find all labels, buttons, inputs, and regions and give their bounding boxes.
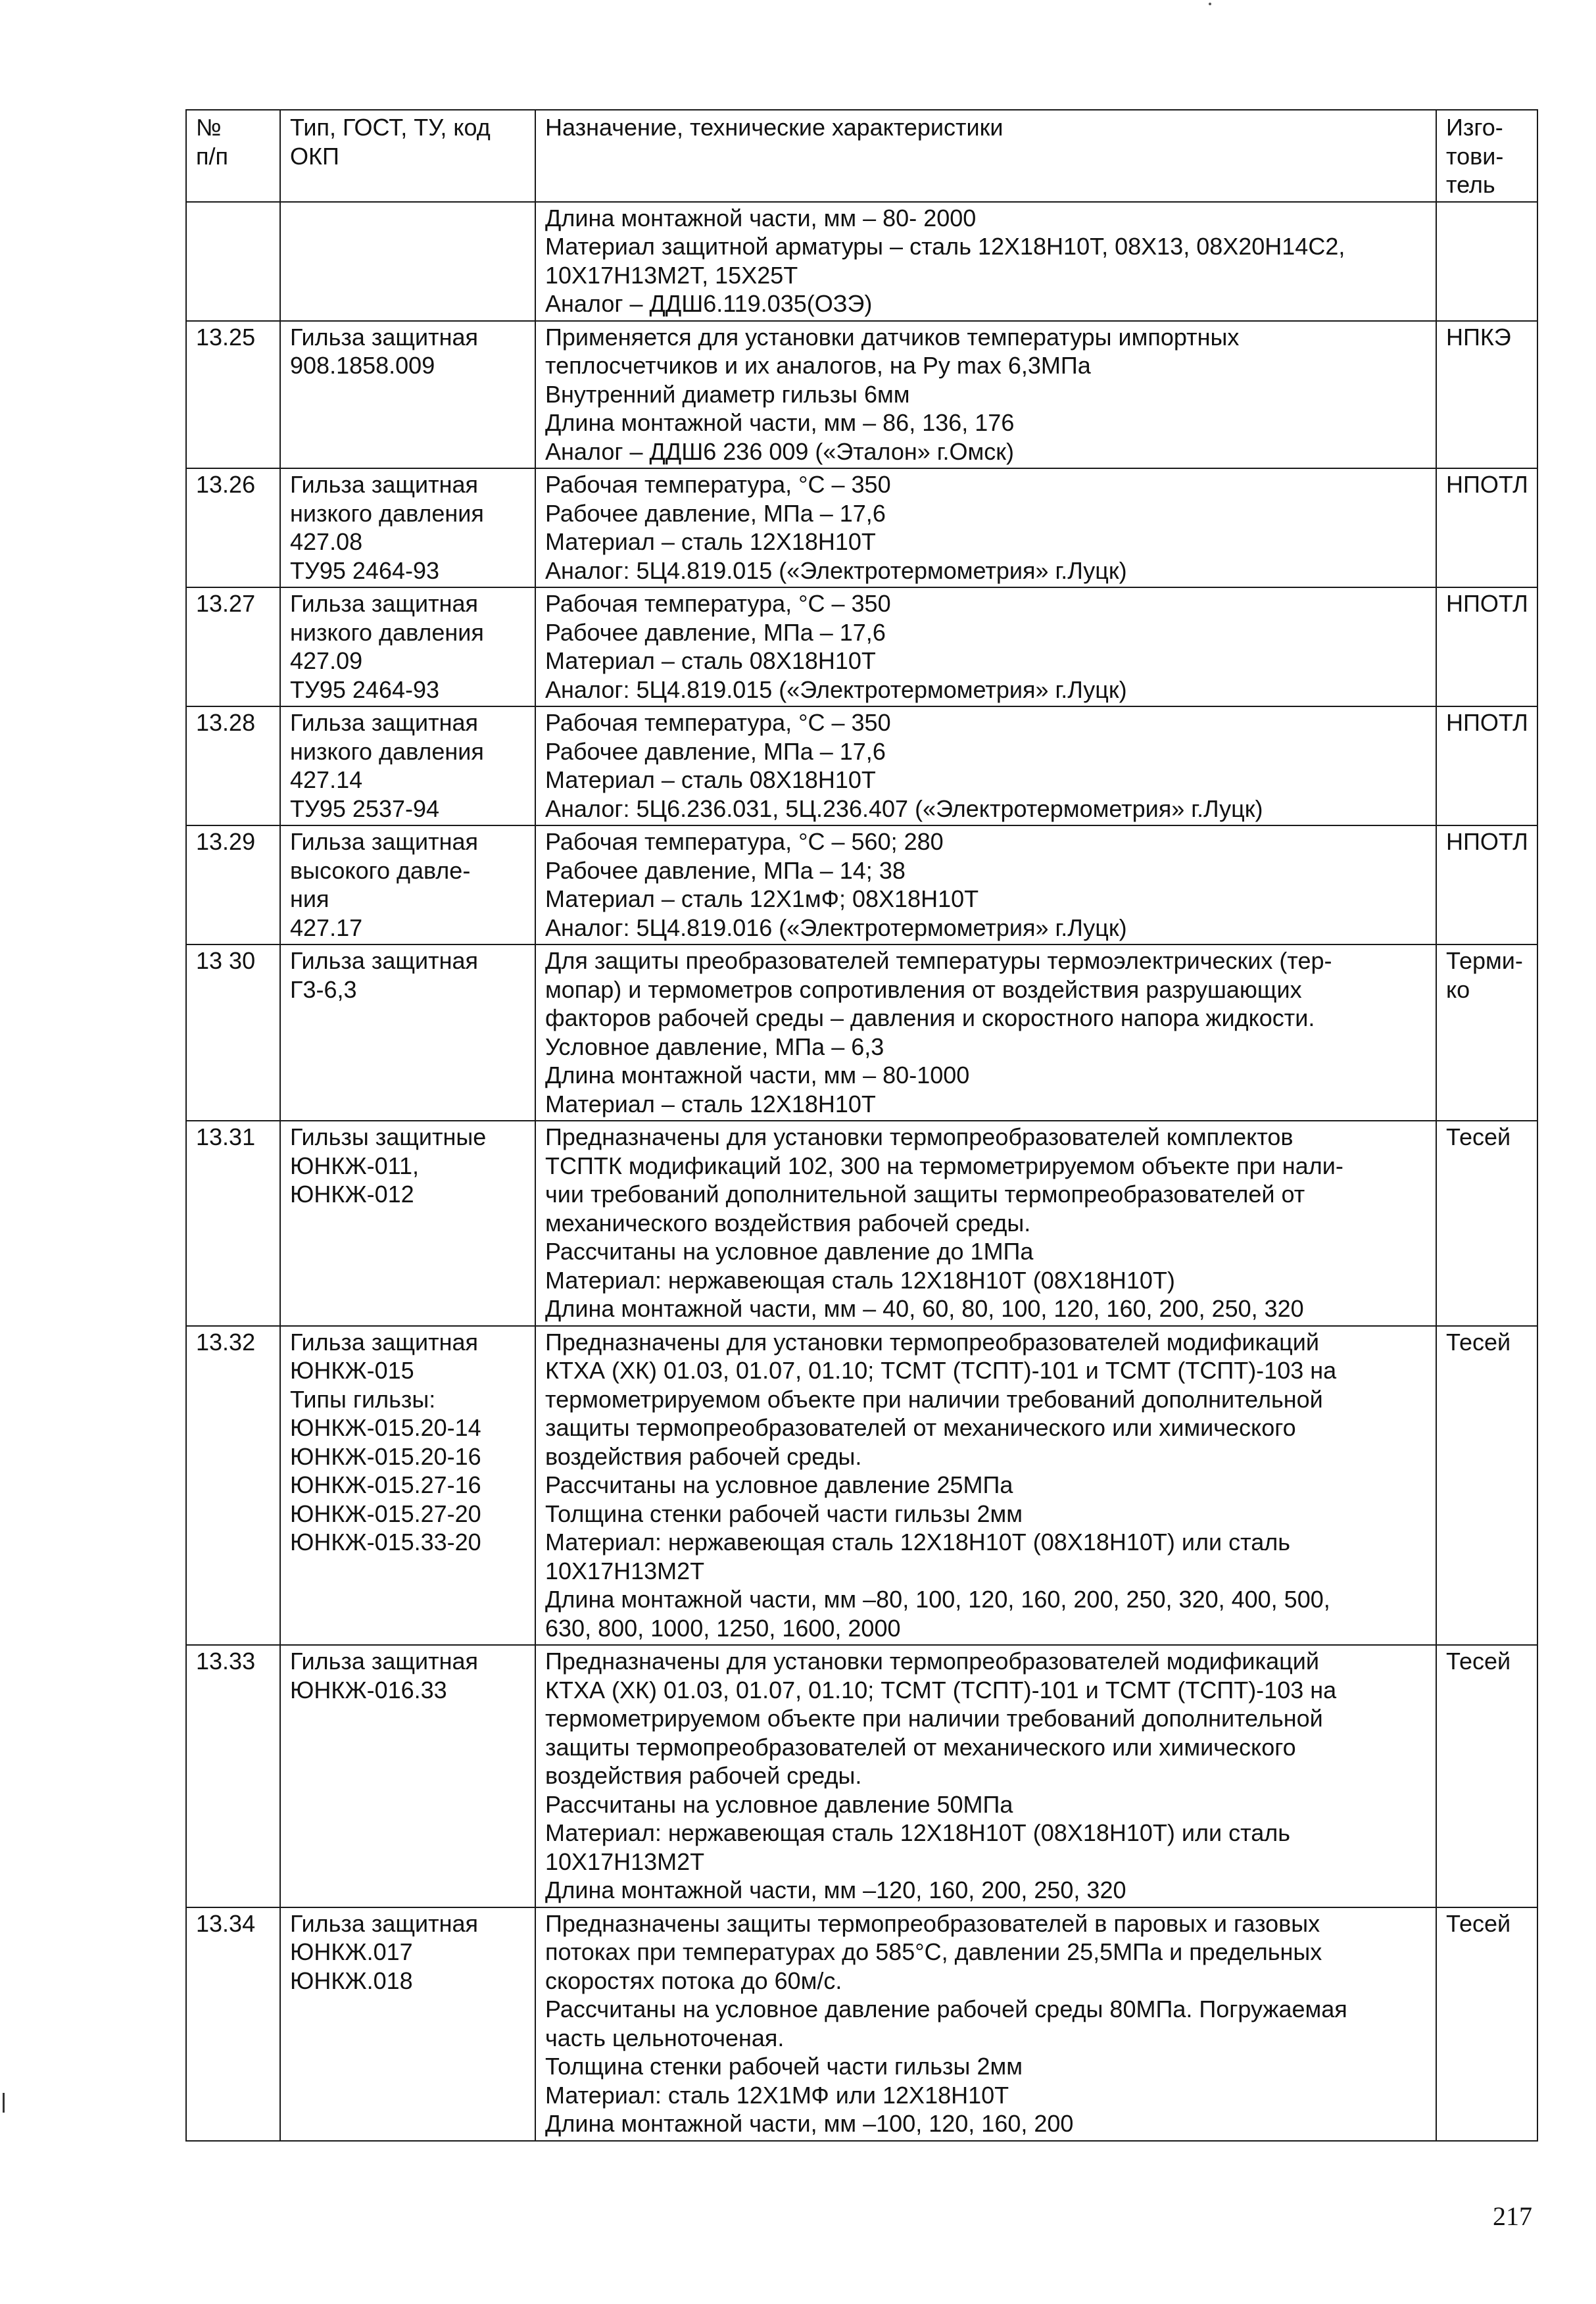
description-line: факторов рабочей среды – давления и скоростного напора жидкости. [545, 1004, 1315, 1031]
description-line: Рабочее давление, МПа – 17,6 [545, 737, 886, 765]
specification-table [185, 109, 1538, 2142]
page-number: 217 [1493, 2201, 1532, 2231]
type-line: ЮНКЖ-015 [290, 1357, 414, 1384]
description-line: Рабочее давление, МПа – 14; 38 [545, 856, 906, 884]
type-line: ЮНКЖ-015.27-20 [290, 1500, 481, 1527]
continuation-maker-cell [1436, 202, 1537, 321]
type-line: Гильзы защитные [290, 1123, 487, 1150]
type-line: Гильза защитная [290, 1909, 479, 1937]
description-line: теплосчетчиков и их аналогов, на Pу max 6,3МПа [545, 352, 1091, 379]
description-line: Рабочая температура, °С – 350 [545, 590, 891, 617]
type-line: ЮНКЖ-012 [290, 1181, 414, 1208]
type-line: ТУ95 2464-93 [290, 556, 440, 584]
description-line: Рассчитаны на условное давление до 1МПа [545, 1238, 1034, 1265]
row-manufacturer: Тесей [1436, 1907, 1537, 2141]
scan-speck [1209, 3, 1211, 5]
type-line: 427.08 [290, 528, 363, 555]
type-line: Гильза защитная [290, 1648, 479, 1675]
table-row [186, 706, 1537, 825]
type-line: ЮНКЖ.017 [290, 1938, 413, 1965]
description-line: Материал – сталь 08Х18Н10Т [545, 766, 876, 793]
row-number: 13.32 [186, 1326, 280, 1646]
table-row [186, 1121, 1537, 1326]
type-line: 427.14 [290, 766, 363, 793]
table-header-row [186, 110, 1537, 202]
table-row [186, 825, 1537, 944]
description-line: термометрируемом объекте при наличии требований дополнительной [545, 1385, 1323, 1413]
type-line: Гильза защитная [290, 1328, 479, 1356]
row-manufacturer: НПОТЛ [1436, 825, 1537, 944]
description-line: КТХА (ХК) 01.03, 01.07, 01.10; ТСМТ (ТСПТ)-101 и ТСМТ (ТСПТ)-103 на [545, 1357, 1337, 1384]
description-line: Рассчитаны на условное давление 25МПа [545, 1471, 1013, 1498]
description-line: защиты термопреобразователей от механического или химического [545, 1733, 1296, 1761]
description-line: Рассчитаны на условное давление рабочей среды 80МПа. Погружаемая [545, 1996, 1347, 2022]
table-row [186, 1326, 1537, 1646]
type-line: низкого давления [290, 499, 484, 527]
description-line: Предназначены для установки термопреобразователей комплектов [545, 1123, 1294, 1150]
type-line: 427.09 [290, 647, 363, 674]
continuation-line: Материал защитной арматуры – сталь 12Х18Н10Т, 08Х13, 08Х20Н14С2, [545, 233, 1345, 260]
type-line: ЮНКЖ-016.33 [290, 1676, 447, 1703]
row-number: 13.26 [186, 468, 280, 587]
type-line: ЮНКЖ-011, [290, 1152, 419, 1179]
continuation-num-cell [186, 202, 280, 321]
header-type: Тип, ГОСТ, ТУ, код ОКП [280, 110, 535, 202]
type-line: Гильза защитная [290, 947, 479, 974]
type-line: ЮНКЖ-015.20-16 [290, 1442, 481, 1470]
table-row [186, 321, 1537, 469]
description-line: часть цельноточеная. [545, 2024, 785, 2051]
type-line: Гильза защитная [290, 590, 479, 617]
description-line: Материал: нержавеющая сталь 12Х18Н10Т (08Х18Н10Т) [545, 1266, 1175, 1294]
row-description [535, 1121, 1436, 1326]
row-description [535, 321, 1436, 469]
description-line: Рабочее давление, МПа – 17,6 [545, 618, 886, 646]
description-line: Внутренний диаметр гильзы 6мм [545, 380, 910, 408]
description-line: Материал – сталь 12Х1мФ; 08Х18Н10Т [545, 885, 979, 912]
table-row [186, 1645, 1537, 1907]
row-type [280, 587, 535, 706]
description-line: Материал – сталь 08Х18Н10Т [545, 647, 876, 674]
row-description [535, 1326, 1436, 1646]
row-description [535, 468, 1436, 587]
row-description [535, 1645, 1436, 1907]
description-line: чии требований дополнительной защиты термопреобразователей от [545, 1181, 1305, 1208]
description-line: Толщина стенки рабочей части гильзы 2мм [545, 2053, 1023, 2080]
description-line: Длина монтажной части, мм – 40, 60, 80, 100, 120, 160, 200, 250, 320 [545, 1295, 1304, 1322]
description-line: Рабочее давление, МПа – 17,6 [545, 499, 886, 527]
row-description [535, 1907, 1436, 2141]
continuation-type-cell [280, 202, 535, 321]
type-line: низкого давления [290, 618, 484, 646]
row-number: 13.28 [186, 706, 280, 825]
continuation-line: 10Х17Н13М2Т, 15Х25Т [545, 261, 798, 289]
row-description [535, 706, 1436, 825]
description-line: Длина монтажной части, мм –100, 120, 160, 200 [545, 2110, 1074, 2137]
table-row [186, 944, 1537, 1121]
row-type [280, 944, 535, 1121]
continuation-line: Аналог – ДДШ6.119.035(ОЗЭ) [545, 290, 873, 317]
description-line: 10Х17Н13М2Т [545, 1848, 705, 1875]
type-line: ЮНКЖ-015.27-16 [290, 1471, 481, 1498]
type-line: Гильза защитная [290, 709, 479, 736]
description-line: Толщина стенки рабочей части гильзы 2мм [545, 1500, 1023, 1527]
description-line: защиты термопреобразователей от механического или химического [545, 1414, 1296, 1441]
type-line: 427.17 [290, 914, 363, 941]
type-line: Гильза защитная [290, 323, 479, 351]
header-manufacturer: Изго- тови- тель [1436, 110, 1537, 202]
row-manufacturer: Тесей [1436, 1326, 1537, 1646]
type-line: Гильза защитная [290, 471, 479, 498]
description-line: Для защиты преобразователей температуры термоэлектрических (тер- [545, 947, 1332, 974]
continuation-line: Длина монтажной части, мм – 80- 2000 [545, 204, 977, 232]
description-line: скоростях потока до 60м/с. [545, 1967, 842, 1994]
table-row [186, 1907, 1537, 2141]
row-description [535, 944, 1436, 1121]
description-line: механического воздействия рабочей среды. [545, 1209, 1031, 1237]
row-manufacturer: НПОТЛ [1436, 468, 1537, 587]
description-line: 10Х17Н13М2Т [545, 1557, 705, 1584]
header-purpose: Назначение, технические характеристики [535, 110, 1436, 202]
type-line: Гильза защитная [290, 828, 479, 855]
description-line: термометрируемом объекте при наличии требований дополнительной [545, 1705, 1323, 1732]
row-type [280, 1645, 535, 1907]
row-type [280, 468, 535, 587]
description-line: Материал – сталь 12Х18Н10Т [545, 1090, 876, 1117]
description-line: мопар) и термометров сопротивления от воздействия разрушающих [545, 975, 1302, 1003]
description-line: Материал: нержавеющая сталь 12Х18Н10Т (08Х18Н10Т) или сталь [545, 1529, 1290, 1556]
description-line: Длина монтажной части, мм –120, 160, 200, 250, 320 [545, 1876, 1126, 1903]
scan-mark [3, 2093, 5, 2113]
row-number: 13.27 [186, 587, 280, 706]
row-number: 13.25 [186, 321, 280, 469]
type-line: ЮНКЖ-015.33-20 [290, 1529, 481, 1556]
description-line: Предназначены для установки термопреобразователей модификаций [545, 1648, 1319, 1675]
type-line: высокого давле- [290, 856, 471, 884]
row-number: 13.29 [186, 825, 280, 944]
description-line: Материал – сталь 12Х18Н10Т [545, 528, 876, 555]
type-line: ТУ95 2464-93 [290, 675, 440, 703]
row-type [280, 1907, 535, 2141]
row-type [280, 1121, 535, 1326]
row-number: 13 30 [186, 944, 280, 1121]
description-line: Аналог: 5Ц6.236.031, 5Ц.236.407 («Электротермометрия» г.Луцк) [545, 795, 1263, 822]
row-manufacturer: Терми- ко [1436, 944, 1537, 1121]
continuation-desc-cell [535, 202, 1436, 321]
description-line: 630, 800, 1000, 1250, 1600, 2000 [545, 1614, 901, 1642]
description-line: Длина монтажной части, мм – 80-1000 [545, 1062, 970, 1089]
row-description [535, 825, 1436, 944]
type-line: Типы гильзы: [290, 1385, 436, 1413]
row-manufacturer: Тесей [1436, 1645, 1537, 1907]
continuation-row [186, 202, 1537, 321]
table-row [186, 468, 1537, 587]
description-line: Условное давление, МПа – 6,3 [545, 1033, 884, 1060]
type-line: ЮНКЖ.018 [290, 1967, 413, 1994]
description-line: Применяется для установки датчиков температуры импортных [545, 323, 1240, 351]
description-line: Рабочая температура, °С – 350 [545, 471, 891, 498]
header-number: № п/п [186, 110, 280, 202]
row-manufacturer: НПКЭ [1436, 321, 1537, 469]
type-line: ТУ95 2537-94 [290, 795, 440, 822]
type-line: ния [290, 885, 329, 912]
type-line: низкого давления [290, 737, 484, 765]
description-line: Аналог: 5Ц4.819.015 («Электротермометрия» г.Луцк) [545, 675, 1127, 703]
description-line: воздействия рабочей среды. [545, 1442, 862, 1470]
description-line: Аналог: 5Ц4.819.016 («Электротермометрия» г.Луцк) [545, 914, 1127, 941]
description-line: потоках при температурах до 585°С, давлении 25,5МПа и предельных [545, 1938, 1322, 1965]
table-row [186, 587, 1537, 706]
description-line: Предназначены для установки термопреобразователей модификаций [545, 1328, 1319, 1356]
row-type [280, 1326, 535, 1646]
description-line: Материал: сталь 12Х1МФ или 12Х18Н10Т [545, 2081, 1009, 2109]
row-type [280, 706, 535, 825]
row-manufacturer: Тесей [1436, 1121, 1537, 1326]
description-line: Длина монтажной части, мм – 86, 136, 176 [545, 409, 1015, 436]
row-manufacturer: НПОТЛ [1436, 587, 1537, 706]
description-line: Рассчитаны на условное давление 50МПа [545, 1790, 1013, 1818]
row-manufacturer: НПОТЛ [1436, 706, 1537, 825]
description-line: ТСПТК модификаций 102, 300 на термометрируемом объекте при нали- [545, 1152, 1343, 1179]
description-line: Рабочая температура, °С – 560; 280 [545, 828, 944, 855]
description-line: Длина монтажной части, мм –80, 100, 120, 160, 200, 250, 320, 400, 500, [545, 1586, 1330, 1613]
description-line: воздействия рабочей среды. [545, 1762, 862, 1789]
type-line: 908.1858.009 [290, 352, 435, 379]
type-line: Г3-6,3 [290, 975, 357, 1003]
row-number: 13.31 [186, 1121, 280, 1326]
type-line: ЮНКЖ-015.20-14 [290, 1414, 481, 1441]
row-description [535, 587, 1436, 706]
description-line: Рабочая температура, °С – 350 [545, 709, 891, 736]
description-line: Предназначены защиты термопреобразователей в паровых и газовых [545, 1909, 1320, 1937]
description-line: Аналог – ДДШ6 236 009 («Эталон» г.Омск) [545, 437, 1014, 465]
description-line: Материал: нержавеющая сталь 12Х18Н10Т (08Х18Н10Т) или сталь [545, 1819, 1290, 1846]
description-line: Аналог: 5Ц4.819.015 («Электротермометрия» г.Луцк) [545, 556, 1127, 584]
row-number: 13.34 [186, 1907, 280, 2141]
row-type [280, 825, 535, 944]
description-line: КТХА (ХК) 01.03, 01.07, 01.10; ТСМТ (ТСПТ)-101 и ТСМТ (ТСПТ)-103 на [545, 1676, 1337, 1703]
row-type [280, 321, 535, 469]
row-number: 13.33 [186, 1645, 280, 1907]
